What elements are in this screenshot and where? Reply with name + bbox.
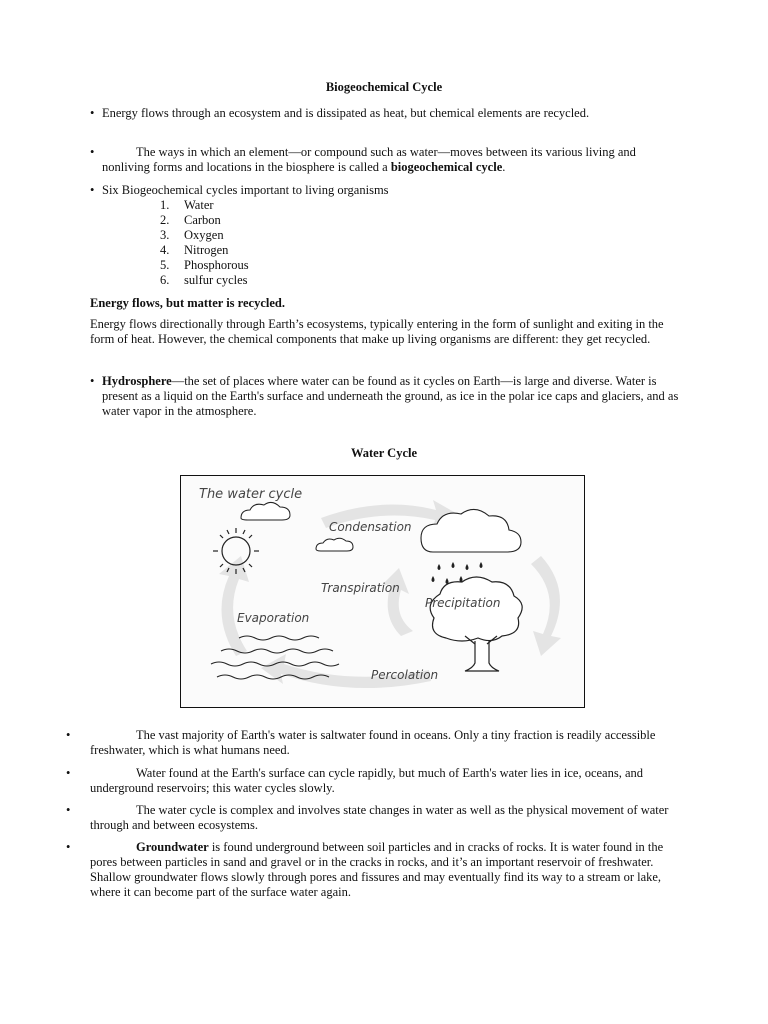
bullet-text: The ways in which an element—or compound such as water—moves between its various living and nonliving forms and locations in the biosphere is called a — [102, 145, 636, 174]
tree-icon — [430, 577, 522, 671]
bold-term: Hydrosphere — [102, 374, 172, 388]
arrow-right — [531, 556, 561, 656]
bullet-text: —the set of places where water can be found as it cycles on Earth—is large and diverse. Water is present as a liquid on the Earth's surface and underneath the ground, as ice in the polar ice caps and glaciers, and as water vapor in the atmosphere. — [102, 374, 679, 418]
figure-caption: Water Cycle — [350, 446, 418, 460]
bullet-glyph: • — [90, 183, 95, 197]
bullet-text-end: . — [502, 160, 506, 174]
label-evaporation: Evaporation — [237, 611, 310, 625]
bullet-text: The vast majority of Earth's water is saltwater found in oceans. Only a tiny fraction is readily accessible freshwater, which is what humans need. — [90, 728, 656, 757]
label-transpiration: Transpiration — [321, 581, 400, 595]
bold-term: biogeochemical cycle — [390, 160, 503, 174]
cycles-list — [160, 198, 249, 288]
list-item: 4. Nitrogen — [160, 243, 229, 257]
bullet-text: Water found at the Earth's surface can cycle rapidly, but much of Earth's water lies in ice, oceans, and underground reservoirs; this water cycles slowly. — [90, 766, 643, 795]
bullet-biogeochemical-definition — [90, 145, 685, 175]
bullet-hydrosphere — [90, 374, 690, 419]
bullet-glyph: • — [90, 145, 95, 159]
label-precipitation: Precipitation — [425, 596, 501, 610]
bullet-text: Energy flows through an ecosystem and is dissipated as heat, but chemical elements are recycled. — [102, 106, 590, 120]
diagram-title: The water cycle — [199, 487, 303, 502]
bullet-energy-flows — [90, 106, 650, 121]
bullet-water-cycle-complex — [66, 803, 696, 833]
list-item: 5. Phosphorous — [160, 258, 249, 272]
bullet-glyph: • — [90, 374, 95, 388]
bold-term: Groundwater — [136, 840, 209, 854]
section-heading: Energy flows, but matter is recycled. — [90, 296, 285, 310]
label-condensation: Condensation — [329, 520, 412, 534]
bullet-surface-water — [66, 766, 696, 796]
bullet-glyph: • — [66, 766, 71, 780]
cloud-icon — [241, 502, 290, 520]
water-cycle-illustration — [181, 476, 583, 706]
list-item: 1. Water — [160, 198, 214, 212]
label-percolation: Percolation — [371, 668, 439, 682]
bullet-text: is found underground between soil particles and in cracks of rocks. It is water found in the pores between particles in sand and gravel or in the cracks in rocks, and it’s an important reservoir of freshwater. Shallow groundwater flows slowly through pores and fissures and may eventually find its way to a stream or lake, where it can become part of the surface water again. — [90, 840, 664, 899]
bullet-glyph: • — [66, 728, 71, 742]
bullet-text: Six Biogeochemical cycles important to living organisms — [102, 183, 389, 197]
arrow-middle — [381, 568, 413, 636]
list-item: 2. Carbon — [160, 213, 221, 227]
bullet-glyph: • — [90, 106, 95, 120]
bullet-glyph: • — [66, 840, 71, 854]
bullet-saltwater — [66, 728, 696, 758]
page-title: Biogeochemical Cycle — [325, 80, 443, 94]
bullet-glyph: • — [66, 803, 71, 817]
bullet-groundwater — [66, 840, 688, 900]
water-cycle-diagram — [180, 475, 585, 708]
bullet-six-cycles — [90, 183, 650, 198]
list-item: 3. Oxygen — [160, 228, 224, 242]
list-item: 6. sulfur cycles — [160, 273, 248, 287]
energy-paragraph: Energy flows directionally through Earth’s ecosystems, typically entering in the form of sunlight and exiting in the form of heat. However, the chemical components that make up living organisms are different: they get recycled. — [90, 317, 664, 346]
bullet-text: The water cycle is complex and involves state changes in water as well as the physical movement of water through and between ecosystems. — [90, 803, 669, 832]
cloud-icon — [316, 538, 353, 551]
